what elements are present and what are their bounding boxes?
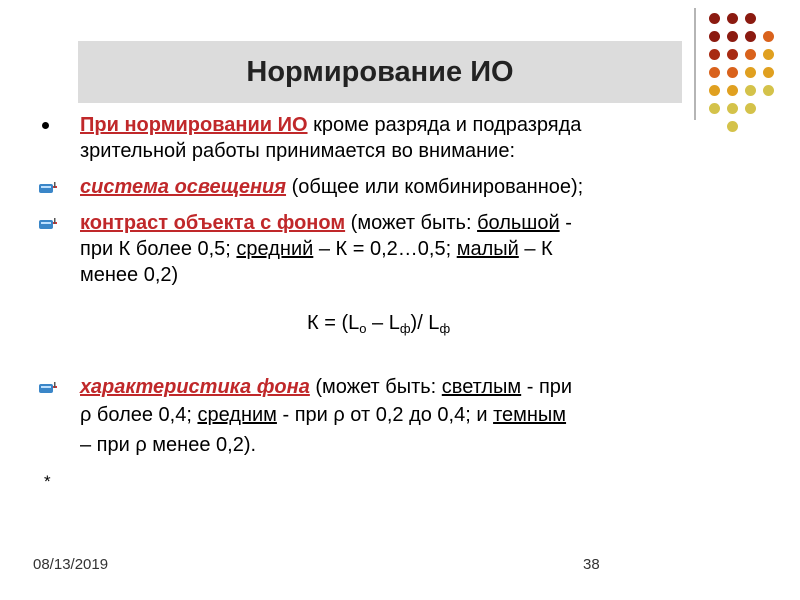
dot	[745, 31, 756, 42]
mailbox-icon	[38, 217, 58, 230]
underlined-term: средний	[236, 238, 314, 260]
dot	[709, 31, 720, 42]
footer-date: 08/13/2019	[33, 556, 109, 573]
underlined-term: средним	[197, 404, 277, 426]
highlight-text: контраст объекта с фоном	[80, 212, 346, 234]
formula-subscript: о	[359, 321, 367, 336]
formula-subscript: ф	[439, 321, 451, 336]
page-number: 38	[583, 556, 600, 573]
mailbox-icon	[38, 181, 58, 194]
dot	[745, 49, 756, 60]
underlined-term: малый	[456, 238, 519, 260]
text: менее 0,2)	[80, 264, 179, 286]
formula-text: )/ L	[410, 312, 440, 334]
dot	[727, 31, 738, 42]
formula-subscript: ф	[399, 321, 411, 336]
dot	[745, 67, 756, 78]
mailbox-icon	[38, 381, 58, 394]
formula-text: – L	[366, 312, 400, 334]
text: кроме разряда и подразряда	[307, 114, 582, 136]
dot	[763, 49, 774, 60]
title-bar	[78, 41, 682, 103]
text: – К = 0,2…0,5;	[313, 238, 457, 260]
dot	[745, 85, 756, 96]
bullet-item-4	[38, 374, 758, 460]
text: (может быть:	[345, 212, 478, 234]
text: при К более 0,5;	[80, 238, 237, 260]
bullet-item-3	[38, 210, 758, 288]
text: (общее или комбинированное);	[286, 176, 584, 198]
highlight-text: система освещения	[80, 176, 287, 198]
text: зрительной работы принимается во внимание:	[80, 140, 516, 162]
bullet-item-1	[38, 112, 758, 164]
dot	[727, 85, 738, 96]
dot	[763, 31, 774, 42]
dot	[727, 67, 738, 78]
text: ρ более 0,4;	[80, 404, 198, 426]
text: (может быть:	[309, 376, 442, 398]
text: - при ρ от 0,2 до 0,4; и	[276, 404, 494, 426]
contrast-formula	[307, 310, 450, 342]
round-bullet-icon	[42, 122, 49, 129]
dot	[763, 85, 774, 96]
dot	[709, 67, 720, 78]
underlined-term: светлым	[441, 376, 522, 398]
underlined-term: темным	[493, 404, 567, 426]
dot	[709, 49, 720, 60]
text: -	[559, 212, 572, 234]
vertical-divider	[694, 8, 696, 120]
dot	[727, 13, 738, 24]
dot	[709, 85, 720, 96]
slide-body	[38, 112, 758, 460]
dot	[763, 67, 774, 78]
dot	[709, 13, 720, 24]
text: - при	[521, 376, 573, 398]
formula-text: К = (L	[307, 312, 360, 334]
slide-title: Нормирование ИО	[246, 55, 514, 88]
text: – при ρ менее 0,2).	[80, 434, 257, 456]
footnote-star: *	[44, 472, 51, 491]
highlight-text: При нормировании ИО	[80, 114, 308, 136]
highlight-text: характеристика фона	[80, 376, 310, 398]
underlined-term: большой	[477, 212, 560, 234]
dot	[745, 13, 756, 24]
dot	[727, 49, 738, 60]
bullet-item-2	[38, 174, 758, 200]
text: – К	[518, 238, 553, 260]
